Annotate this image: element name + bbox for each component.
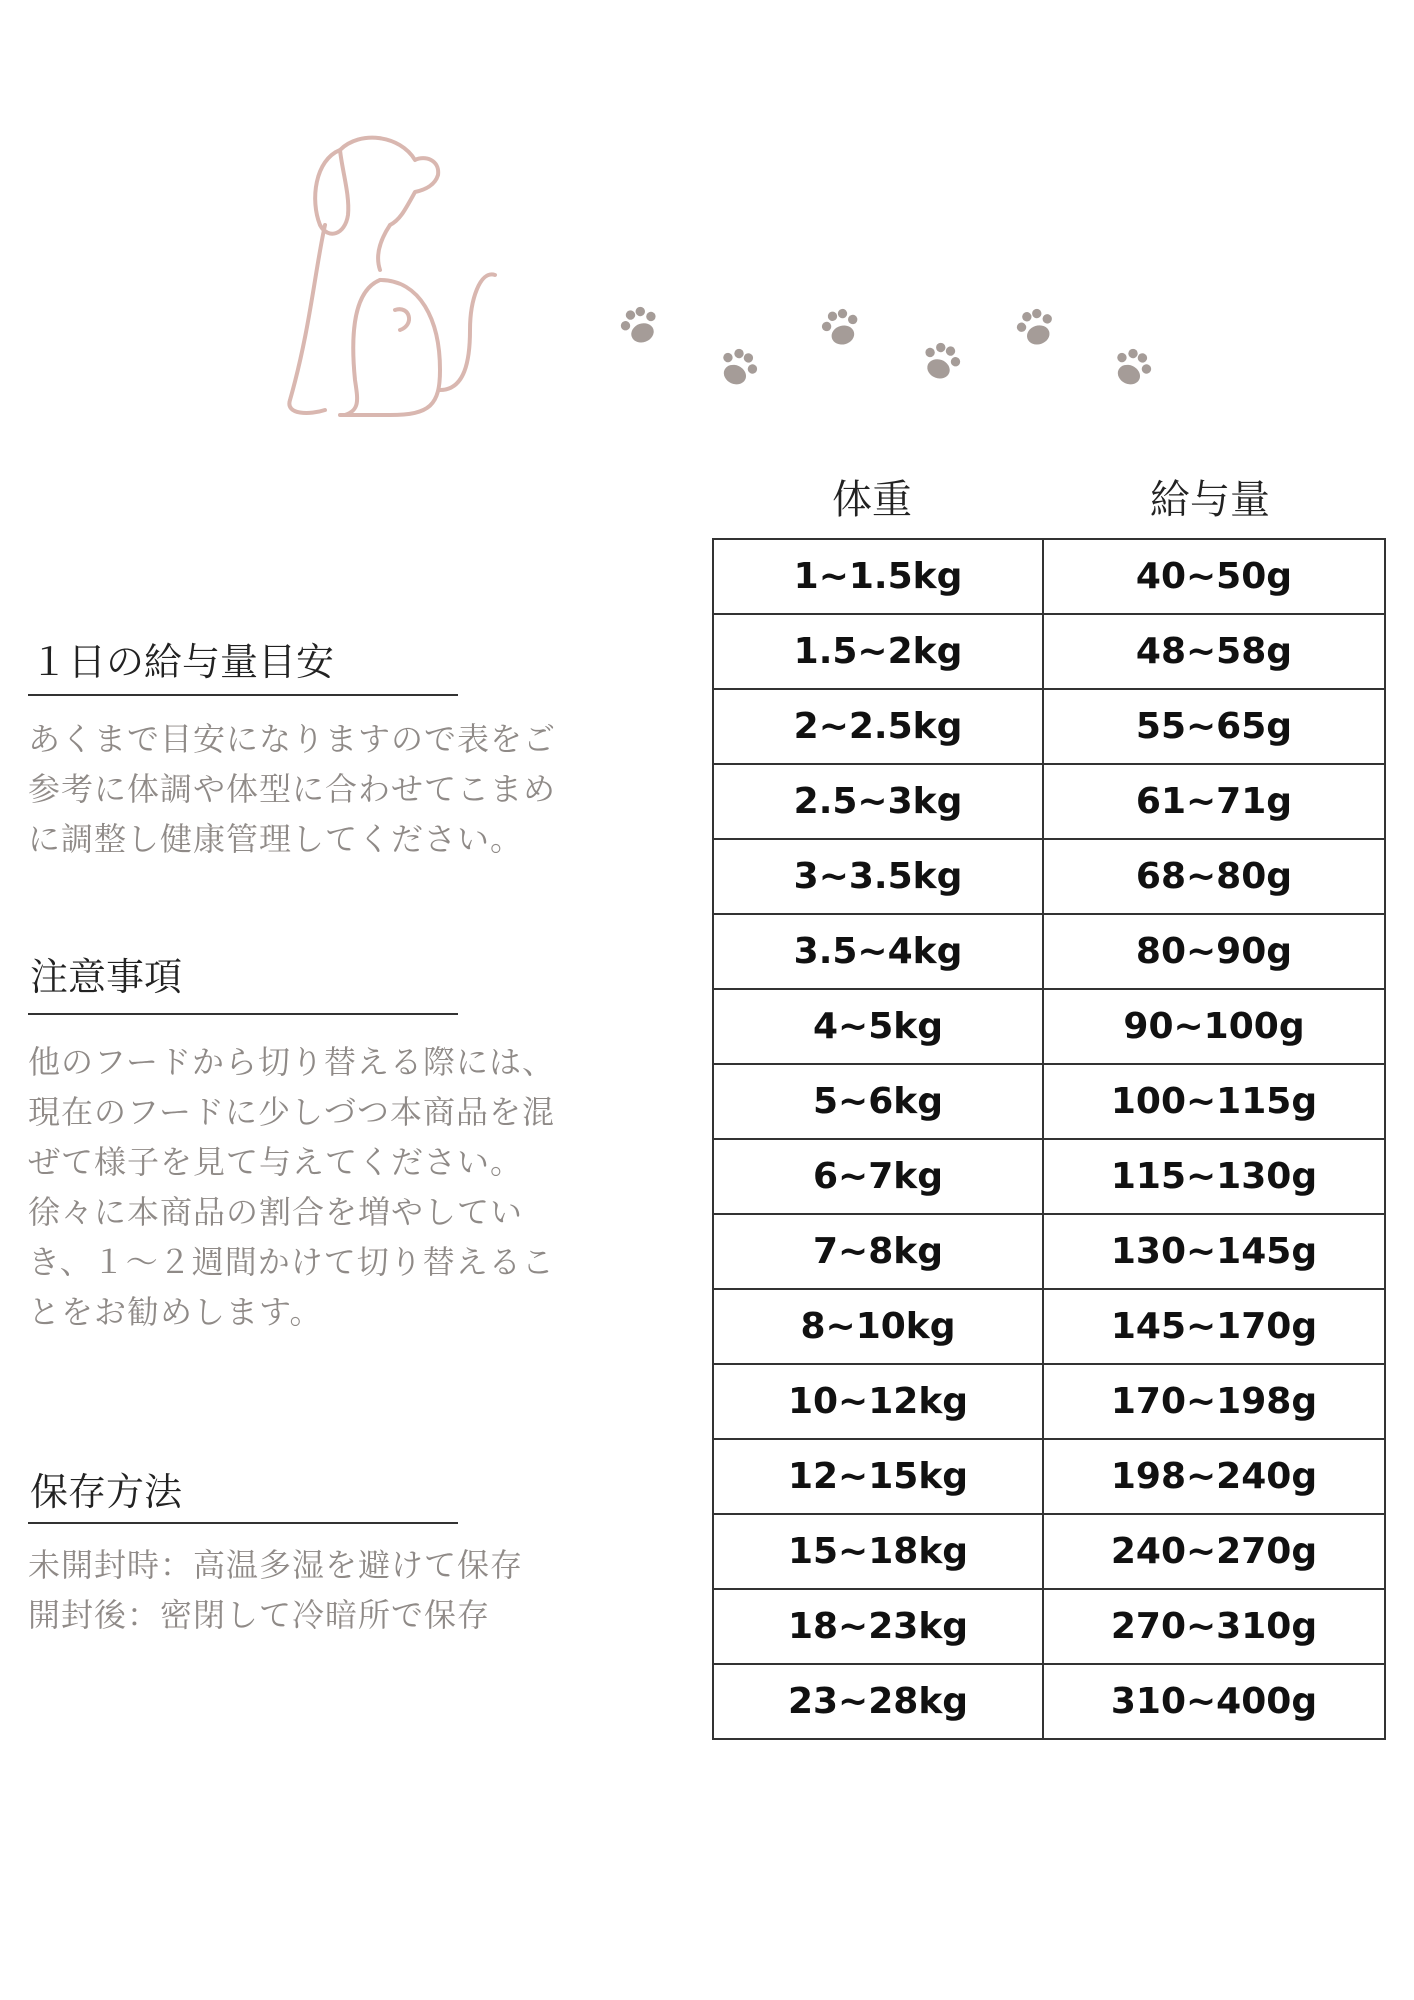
amount-cell: 310~400g — [1043, 1664, 1385, 1739]
weight-cell: 3~3.5kg — [713, 839, 1043, 914]
divider — [28, 694, 458, 696]
text-line: 他のフードから切り替える際には、 — [28, 1042, 556, 1081]
amount-cell: 100~115g — [1043, 1064, 1385, 1139]
table-row — [713, 1289, 1385, 1364]
amount-cell: 55~65g — [1043, 689, 1385, 764]
weight-cell: 3.5~4kg — [713, 914, 1043, 989]
amount-cell: 90~100g — [1043, 989, 1385, 1064]
notes-text — [28, 1037, 628, 1337]
table-row — [713, 1439, 1385, 1514]
storage-text — [28, 1540, 628, 1640]
text-line: あくまで目安になりますので表をご — [28, 719, 557, 758]
amount-cell: 61~71g — [1043, 764, 1385, 839]
table-row — [713, 539, 1385, 614]
amount-cell: 130~145g — [1043, 1214, 1385, 1289]
table-row — [713, 1064, 1385, 1139]
notes-section — [28, 955, 628, 1337]
weight-cell: 8~10kg — [713, 1289, 1043, 1364]
table-row — [713, 1514, 1385, 1589]
table-row — [713, 1664, 1385, 1739]
text-line: 現在のフードに少しづつ本商品を混 — [28, 1092, 556, 1131]
daily-amount-section — [28, 640, 628, 864]
text-line: に調整し健康管理してください。 — [28, 819, 524, 858]
weight-cell: 4~5kg — [713, 989, 1043, 1064]
table-row — [713, 764, 1385, 839]
paw-print-icon — [712, 342, 764, 394]
paw-print-icon — [1010, 302, 1062, 354]
table-row — [713, 1139, 1385, 1214]
dog-outline-icon — [280, 130, 520, 430]
amount-cell: 80~90g — [1043, 914, 1385, 989]
weight-cell: 1~1.5kg — [713, 539, 1043, 614]
table-row — [713, 689, 1385, 764]
weight-cell: 2~2.5kg — [713, 689, 1043, 764]
weight-cell: 1.5~2kg — [713, 614, 1043, 689]
weight-cell: 6~7kg — [713, 1139, 1043, 1214]
text-line: とをお勧めします。 — [28, 1292, 323, 1331]
notes-title: 注意事項 — [30, 955, 183, 999]
amount-cell: 48~58g — [1043, 614, 1385, 689]
amount-cell: 40~50g — [1043, 539, 1385, 614]
table-row — [713, 1214, 1385, 1289]
text-line: 参考に体調や体型に合わせてこまめ — [28, 769, 557, 808]
text-line: き、１〜２週間かけて切り替えるこ — [28, 1242, 555, 1281]
table-row — [713, 614, 1385, 689]
table-row — [713, 914, 1385, 989]
weight-cell: 18~23kg — [713, 1589, 1043, 1664]
feeding-table — [712, 538, 1386, 1740]
table-row — [713, 1589, 1385, 1664]
amount-cell: 68~80g — [1043, 839, 1385, 914]
amount-cell: 115~130g — [1043, 1139, 1385, 1214]
weight-cell: 7~8kg — [713, 1214, 1043, 1289]
amount-cell: 240~270g — [1043, 1514, 1385, 1589]
amount-cell: 270~310g — [1043, 1589, 1385, 1664]
weight-cell: 23~28kg — [713, 1664, 1043, 1739]
table-row — [713, 989, 1385, 1064]
divider — [28, 1013, 458, 1015]
text-line: 未開封時：高温多湿を避けて保存 — [28, 1545, 524, 1584]
daily-amount-title: １日の給与量目安 — [30, 640, 335, 684]
text-line: ぜて様子を見て与えてください。 — [28, 1142, 524, 1181]
table-row — [713, 839, 1385, 914]
table-row — [713, 1364, 1385, 1439]
storage-section — [28, 1470, 628, 1640]
daily-amount-text — [28, 714, 628, 864]
paw-print-icon — [915, 336, 967, 388]
weight-cell: 10~12kg — [713, 1364, 1043, 1439]
text-line: 開封後：密閉して冷暗所で保存 — [28, 1595, 491, 1634]
weight-cell: 12~15kg — [713, 1439, 1043, 1514]
weight-cell: 2.5~3kg — [713, 764, 1043, 839]
paw-print-icon — [1106, 342, 1158, 394]
text-line: 徐々に本商品の割合を増やしてい — [28, 1192, 524, 1231]
weight-column-header: 体重 — [832, 477, 912, 523]
amount-column-header: 給与量 — [1150, 477, 1270, 523]
amount-cell: 198~240g — [1043, 1439, 1385, 1514]
paw-print-icon — [614, 300, 666, 352]
weight-cell: 5~6kg — [713, 1064, 1043, 1139]
paw-print-icon — [815, 302, 867, 354]
weight-cell: 15~18kg — [713, 1514, 1043, 1589]
amount-cell: 145~170g — [1043, 1289, 1385, 1364]
divider — [28, 1522, 458, 1524]
amount-cell: 170~198g — [1043, 1364, 1385, 1439]
storage-title: 保存方法 — [30, 1470, 183, 1514]
